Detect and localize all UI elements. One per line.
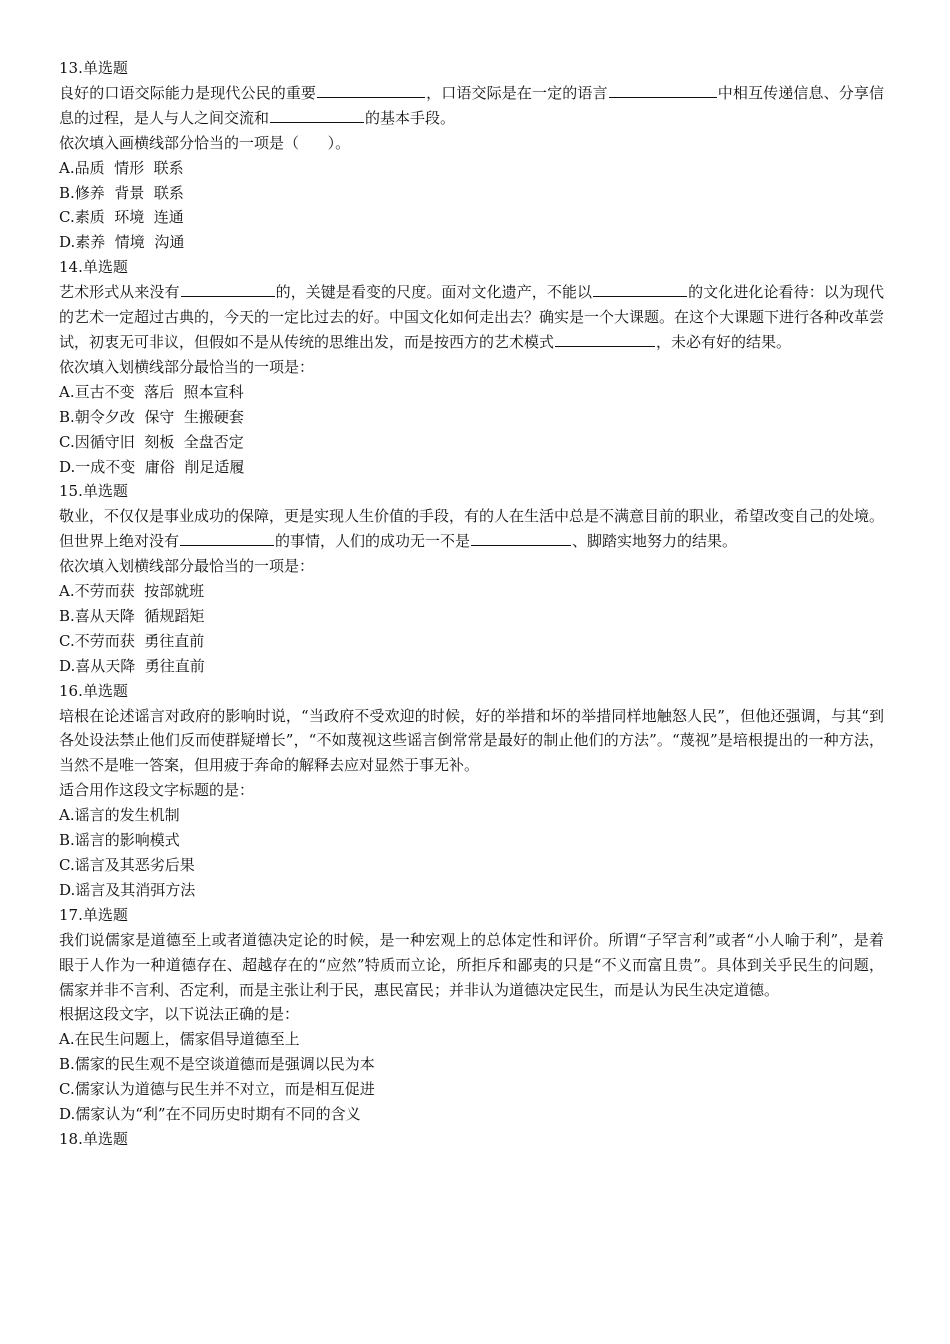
question-header: 18.单选题 [59,1129,128,1148]
fill-blank [270,107,364,123]
stem-text: ，未必有好的结果。 [656,332,792,351]
fill-blank [181,281,275,297]
option-b: B.谣言的影响模式 [59,831,180,850]
stem-text: 的，关键是看变的尺度。面对文化遗产，不能以 [275,283,593,302]
stem-text: 敬业，不仅仅是事业成功的保障，更是实现人生价值的手段，有的人在生活中总是不满意目前的职业，希望改变自己的处境。但世界上绝对没有 [59,507,885,551]
option-a: A.不劳而获 按部就班 [59,582,205,601]
option-d: D.素养 情境 沟通 [59,233,185,252]
question-header: 13.单选题 [59,59,128,77]
stem-text: 的基本手段。 [365,108,456,127]
fill-blank [593,281,687,297]
stem-text: ，口语交际是在一定的语言 [426,83,608,102]
question-header: 17.单选题 [59,905,128,924]
question-header: 15.单选题 [59,482,128,501]
option-c: C.谣言及其恶劣后果 [59,856,195,874]
option-d: D.一成不变 庸俗 削足适履 [59,457,245,476]
fill-blank [471,530,571,546]
option-a: A.亘古不变 落后 照本宣科 [59,382,244,401]
question-prompt: 依次填入划横线部分最恰当的一项是： [59,357,315,376]
fill-blank [609,82,717,98]
question-16 [59,679,884,903]
option-b: B.修养 背景 联系 [59,183,184,202]
option-d: D.喜从天降 勇往直前 [59,656,205,675]
question-stem [59,81,884,131]
option-a: A.在民生问题上，儒家倡导道德至上 [59,1030,300,1049]
fill-blank [180,530,274,546]
option-c: C.因循守旧 刻板 全盘否定 [59,432,244,451]
option-c: C.儒家认为道德与民生并不对立，而是相互促进 [59,1080,375,1099]
stem-text: 艺术形式从来没有 [59,283,180,302]
option-b: B.朝令夕改 保守 生搬硬套 [59,407,244,426]
fill-blank [555,331,655,347]
question-prompt: 根据这段文字，以下说法正确的是： [59,1005,300,1024]
question-header: 16.单选题 [59,681,128,700]
question-prompt: 适合用作这段文字标题的是： [59,781,255,800]
option-c: C.素质 环境 连通 [59,208,184,227]
stem-text: 的文化进化论看待：以为现代的艺术一定超过古典的，今天的一定比过去的好。中国文化如何走出去？确实是一个大课题。在这个大课题下进行各种改革尝试，初衷无可非议，但假如不是从传统的思维出发，而是按西方的艺术模式 [59,283,885,351]
question-13 [59,56,884,255]
question-stem [59,504,884,554]
stem-text: 、脚踏实地努力的结果。 [572,532,738,551]
option-b: B.儒家的民生观不是空谈道德而是强调以民为本 [59,1055,375,1074]
question-stem: 培根在论述谣言对政府的影响时说，“当政府不受欢迎的时候，好的举措和坏的举措同样地触怒人民”，但他还强调，与其“到各处设法禁止他们反而使群疑增长”，“不如蔑视这些谣言倒常常是最好的制止他们的方法”。“蔑视”是培根提出的一种方法，当然不是唯一答案，但用疲于奔命的解释去应对显然于事无补。 [59,706,884,775]
question-header: 14.单选题 [59,258,128,277]
question-stem [59,280,884,355]
question-17 [59,903,884,1127]
option-d: D.谣言及其消弭方法 [59,880,196,899]
question-14 [59,255,884,479]
option-b: B.喜从天降 循规蹈矩 [59,606,205,625]
question-prompt: 依次填入划横线部分最恰当的一项是： [59,557,315,576]
question-18 [59,1127,884,1152]
option-a: A.品质 情形 联系 [59,158,184,177]
stem-text: 中相互传递信息、分享信息的过程，是人与人之间交流和 [59,83,884,127]
question-stem: 我们说儒家是道德至上或者道德决定论的时候，是一种宏观上的总体定性和评价。所谓“子罕言利”或者“小人喻于利”，是着眼于人作为一种道德存在、超越存在的“应然”特质而立论，所拒斥和鄙夷的只是“不义而富且贵”。具体到关乎民生的问题，儒家并非不言利、否定利，而是主张让利于民，惠民富民；并非认为道德决定民生，而是认为民生决定道德。 [59,930,884,999]
option-c: C.不劳而获 勇往直前 [59,631,205,650]
stem-text: 良好的口语交际能力是现代公民的重要 [59,83,317,102]
fill-blank [317,82,425,98]
question-15 [59,479,884,678]
option-a: A.谣言的发生机制 [59,806,180,825]
stem-text: 的事情，人们的成功无一不是 [275,532,471,551]
option-d: D.儒家认为“利”在不同历史时期有不同的含义 [59,1105,361,1124]
question-prompt: 依次填入画横线部分恰当的一项是（ ）。 [59,133,351,152]
